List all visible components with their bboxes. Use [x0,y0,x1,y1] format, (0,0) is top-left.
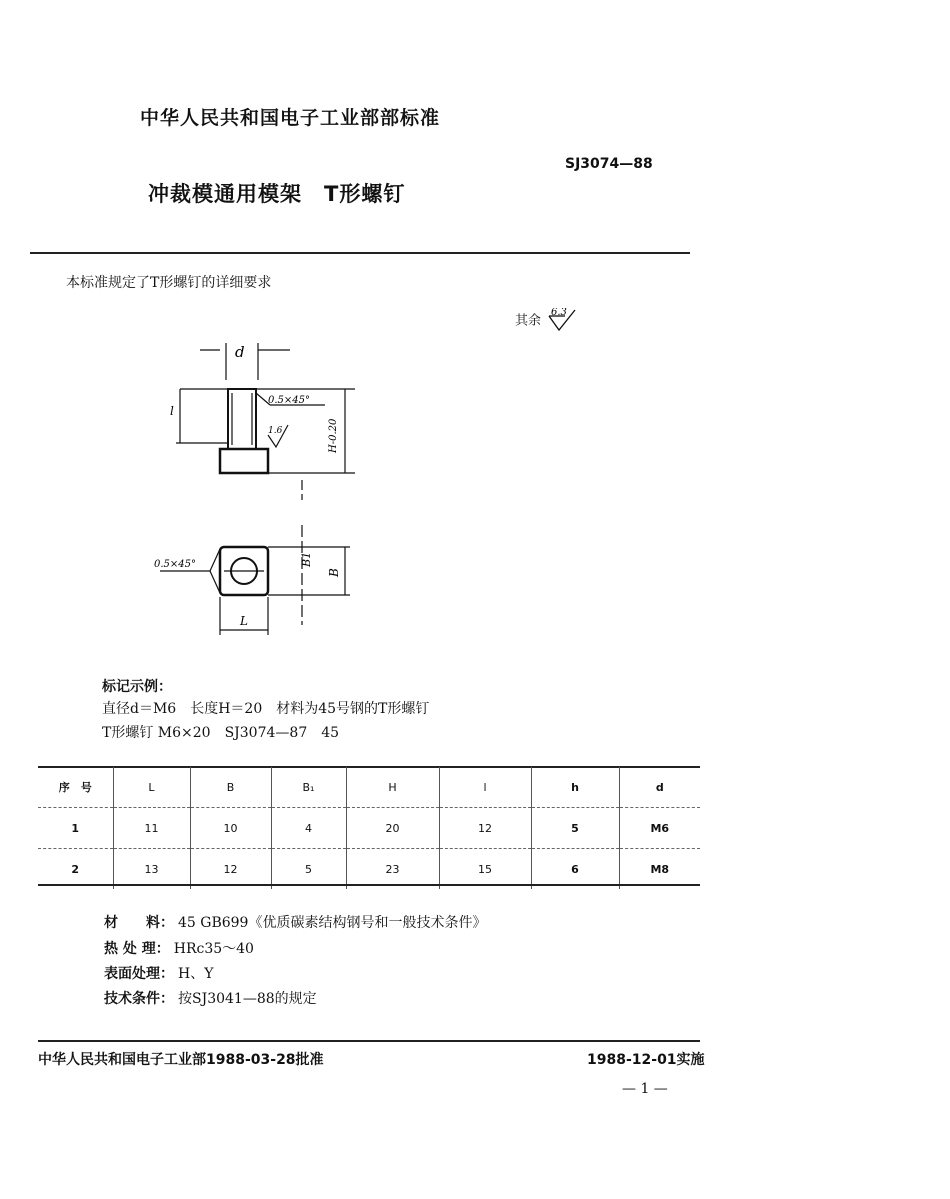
chamfer-top-label: 0.5×45° [268,395,311,406]
table-header-cell: B₁ [271,767,346,808]
table-cell: 1 [38,808,113,849]
surface-treatment-row [104,963,213,983]
approval-text: 中华人民共和国电子工业部1988-03-28批准 [38,1052,324,1068]
b-label: B [327,568,341,577]
table-cell: 5 [531,808,619,849]
roughness-note [515,308,585,334]
table-header-cell: H [346,767,439,808]
roughness-small-label: 1.6 [268,426,283,436]
surface-treatment-value: H、Y [178,966,214,982]
chamfer-bottom-leader-a [210,549,220,571]
material-value: 45 GB699《优质碳素结构钢号和一般技术条件》 [178,915,487,931]
table-header-row [38,767,700,808]
chamfer-bottom-leader-b [210,571,220,593]
table-header-cell: L [113,767,190,808]
table-cell: 11 [113,808,190,849]
material-label: 材 料： [104,915,174,931]
chamfer-bottom-label: 0.5×45° [154,559,197,570]
footer-rule [38,1040,700,1042]
technical-drawing [140,335,380,645]
L-label: L [240,614,248,628]
table-header-cell: h [531,767,619,808]
roughness-label: 其余 [515,313,542,329]
d-label: d [235,343,245,361]
roughness-value: 6.3 [551,308,568,318]
table-cell: 4 [271,808,346,849]
spec-table [38,767,700,889]
table-row [38,808,700,849]
table-header-cell: d [619,767,700,808]
table-cell: 20 [346,808,439,849]
b1-label: B1 [300,551,313,567]
heat-treatment-value: HRc35～40 [173,941,254,957]
page-number: — 1 — [622,1081,668,1097]
marking-line-2: T形螺钉 M6×20 SJ3074—87 45 [102,725,340,741]
tech-conditions-value: 按SJ3041—88的规定 [178,991,317,1007]
table-cell: M8 [619,849,700,890]
tech-conditions-row [104,988,317,1008]
standard-number: SJ3074—88 [565,156,653,172]
table-cell: 12 [439,808,531,849]
table-bottom-rule [38,884,700,886]
table-cell: M6 [619,808,700,849]
table-cell: 15 [439,849,531,890]
table-row [38,849,700,890]
heat-treatment-label: 热 处 理： [104,941,170,957]
marking-heading: 标记示例： [102,679,172,695]
document-title: 冲裁模通用模架 T形螺钉 [148,182,406,206]
table-cell: 2 [71,862,80,876]
table-cell: 12 [190,849,271,890]
marking-line-1: 直径d＝M6 长度H＝20 材料为45号钢的T形螺钉 [102,701,430,717]
table-cell: 23 [346,849,439,890]
table-header-cell: l [439,767,531,808]
table-header-cell: 序 号 [38,767,113,808]
header-rule [30,252,690,254]
table-header-cell: B [190,767,271,808]
table-cell: 6 [531,849,619,890]
material-row [104,912,486,932]
h-tol-label: H-0.20 [328,418,339,453]
org-standard-title: 中华人民共和国电子工业部部标准 [140,107,441,129]
tech-conditions-label: 技术条件： [104,991,174,1007]
implementation-text: 1988-12-01实施 [587,1052,705,1068]
surface-treatment-label: 表面处理： [104,966,174,982]
heat-treatment-row [104,938,254,958]
table-cell: 13 [113,849,190,890]
intro-text: 本标准规定了T形螺钉的详细要求 [66,275,272,291]
screw-head [220,449,268,473]
roughness-symbol-icon [545,308,585,334]
table-cell: 5 [271,849,346,890]
table-cell: 10 [190,808,271,849]
l-label: l [170,404,174,418]
